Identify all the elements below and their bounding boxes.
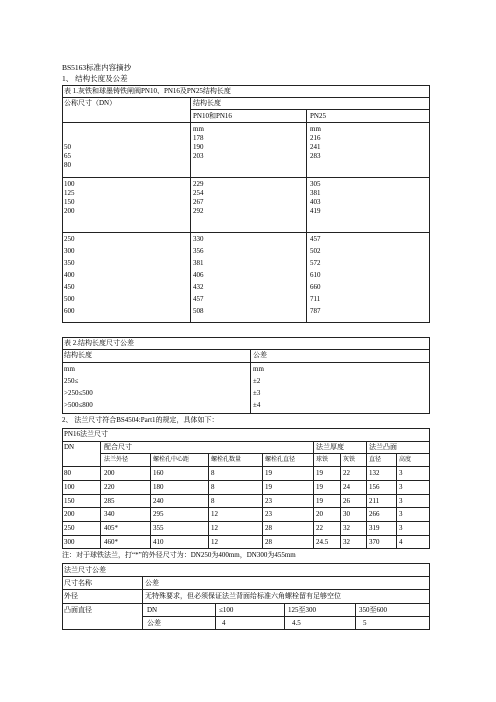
table-cell: mm xyxy=(310,125,321,133)
table-3-sub-bolt-circle: 螺栓孔中心距 xyxy=(153,457,190,463)
table-cell: 220 xyxy=(104,483,115,491)
table-cell: 355 xyxy=(153,524,164,532)
table-cell: 12 xyxy=(211,524,218,532)
table-cell: 370 xyxy=(369,538,380,546)
table-cell: 711 xyxy=(310,295,321,303)
table-cell: 200 xyxy=(64,207,75,215)
table-1-group-3-pn25 xyxy=(310,235,321,319)
table-cell: 229 xyxy=(193,180,204,188)
table-cell: 22 xyxy=(343,469,350,477)
table-cell xyxy=(64,134,71,143)
table-4-tolerance-2: 4.5 xyxy=(292,619,301,627)
table-cell: 200 xyxy=(104,469,115,477)
table-cell: 787 xyxy=(310,307,321,315)
table-cell: 432 xyxy=(193,283,204,291)
table-cell: 216 xyxy=(310,134,321,142)
table-3-sub-face-height: 高度 xyxy=(399,457,412,463)
table-1-header-dn: 公称尺寸（DN） xyxy=(64,99,117,107)
table-cell: ±2 xyxy=(253,377,261,385)
table-1-group-3-pn10 xyxy=(193,235,204,319)
table-3-header-thickness: 法兰厚度 xyxy=(316,443,344,451)
table-1-group-2-pn10 xyxy=(193,180,204,216)
table-cell: 24.5 xyxy=(316,538,329,546)
table-2-header-length: 结构长度 xyxy=(64,351,92,359)
table-cell: 12 xyxy=(211,510,218,518)
table-cell: 419 xyxy=(310,207,321,215)
table-cell: ±4 xyxy=(253,401,261,409)
table-cell: 381 xyxy=(193,259,204,267)
table-3-header-fit: 配合尺寸 xyxy=(104,443,132,451)
table-cell: 65 xyxy=(64,152,71,160)
table-cell: 32 xyxy=(343,538,350,546)
table-1-group-2-dn xyxy=(64,180,75,216)
table-3-note: 注：对于球铁法兰，打“*”的外径尺寸为：DN250为400mm，DN300为455mm xyxy=(62,551,296,559)
table-cell: 403 xyxy=(310,198,321,206)
table-cell: 8 xyxy=(211,483,215,491)
table-cell: mm xyxy=(253,365,264,373)
table-cell: 330 xyxy=(193,235,204,243)
table-cell: 400 xyxy=(64,271,75,279)
table-cell: 457 xyxy=(193,295,204,303)
table-1-group-3-dn xyxy=(64,235,75,319)
table-cell: 305 xyxy=(310,180,321,188)
table-cell: 295 xyxy=(153,510,164,518)
table-4-range-2: 125至300 xyxy=(288,606,316,614)
table-cell: 3 xyxy=(399,524,403,532)
table-cell: 283 xyxy=(310,152,321,160)
table-4-outer-label: 外径 xyxy=(64,592,78,600)
table-cell: 12 xyxy=(211,538,218,546)
table-3-sub-grey: 灰铁 xyxy=(343,457,356,463)
section-2-heading: 2、 法兰尺寸符合BS4504:Part1的规定，具体如下： xyxy=(62,416,219,424)
table-cell: 457 xyxy=(310,235,321,243)
table-2-header-tolerance: 公差 xyxy=(253,351,267,359)
table-3-caption: PN16法兰尺寸 xyxy=(64,430,108,438)
table-cell: 150 xyxy=(64,497,75,505)
table-cell: 3 xyxy=(399,497,403,505)
table-cell: 250 xyxy=(64,235,75,243)
table-cell: 160 xyxy=(153,469,164,477)
table-4-caption: 法兰尺寸公差 xyxy=(64,566,106,574)
table-cell: 19 xyxy=(316,483,323,491)
table-cell: 19 xyxy=(316,469,323,477)
table-cell: 20 xyxy=(316,510,323,518)
table-cell: 405* xyxy=(104,524,118,532)
table-cell: 211 xyxy=(369,497,380,505)
table-cell: 250 xyxy=(64,524,75,532)
table-4-header-tolerance: 公差 xyxy=(145,579,159,587)
table-3-header-raised-face: 法兰凸面 xyxy=(369,443,397,451)
table-cell: 19 xyxy=(265,469,272,477)
table-cell: 26 xyxy=(343,497,350,505)
table-cell: 100 xyxy=(64,483,75,491)
table-cell: 250≤ xyxy=(64,377,79,385)
table-cell: 254 xyxy=(193,189,204,197)
table-cell: 19 xyxy=(316,497,323,505)
table-cell: mm xyxy=(193,125,204,133)
table-4-tolerance-1: 4 xyxy=(222,619,226,627)
table-cell: 450 xyxy=(64,283,75,291)
table-4-range-3: 350至600 xyxy=(359,606,387,614)
table-3-sub-bolt-count: 螺栓孔数量 xyxy=(211,457,242,463)
table-cell: 30 xyxy=(343,510,350,518)
table-cell: 500 xyxy=(64,295,75,303)
table-cell: 319 xyxy=(369,524,380,532)
table-cell: ±3 xyxy=(253,389,261,397)
table-cell: 285 xyxy=(104,497,115,505)
table-cell: 3 xyxy=(399,469,403,477)
table-cell: 8 xyxy=(211,469,215,477)
table-cell: 508 xyxy=(193,307,204,315)
table-4-tolerance-label: 公差 xyxy=(147,619,161,627)
table-cell: 660 xyxy=(310,283,321,291)
table-cell: 190 xyxy=(193,143,204,151)
table-cell: 381 xyxy=(310,189,321,197)
table-cell: 241 xyxy=(310,143,321,151)
table-1-caption: 表 1.灰铁和球墨铸铁闸阀PN10、PN16及PN25结构长度 xyxy=(64,87,231,95)
table-cell: 3 xyxy=(399,483,403,491)
table-cell: 3 xyxy=(399,510,403,518)
table-cell: 23 xyxy=(265,510,272,518)
table-cell: 32 xyxy=(343,524,350,532)
table-cell: 50 xyxy=(64,143,71,151)
table-cell: 267 xyxy=(193,198,204,206)
table-cell: 80 xyxy=(64,469,71,477)
table-1-group-1-dn xyxy=(64,134,71,170)
table-cell: 203 xyxy=(193,152,204,160)
table-cell: 80 xyxy=(64,161,71,169)
table-cell: 8 xyxy=(211,497,215,505)
table-cell: 100 xyxy=(64,180,75,188)
table-cell: 150 xyxy=(64,198,75,206)
table-cell: 240 xyxy=(153,497,164,505)
table-cell: 24 xyxy=(343,483,350,491)
table-cell: 200 xyxy=(64,510,75,518)
section-1-heading: 1、 结构长度及公差 xyxy=(62,74,128,83)
table-cell: 572 xyxy=(310,259,321,267)
table-cell: 300 xyxy=(64,247,75,255)
table-1-header-pn10: PN10和PN16 xyxy=(193,112,232,120)
table-1-group-1-pn10 xyxy=(193,125,204,161)
table-cell: 23 xyxy=(265,497,272,505)
table-1-group-1-pn25 xyxy=(310,125,321,161)
table-cell: 340 xyxy=(104,510,115,518)
table-cell: 156 xyxy=(369,483,380,491)
table-cell: 300 xyxy=(64,538,75,546)
table-4-raised-face-label: 凸面直径 xyxy=(64,606,92,614)
table-4-dn-label: DN xyxy=(147,606,158,614)
table-cell: mm xyxy=(64,365,75,373)
table-4-range-1: ≤100 xyxy=(219,606,234,614)
table-4-tolerance-3: 5 xyxy=(363,619,367,627)
table-cell: 406 xyxy=(193,271,204,279)
table-cell: 180 xyxy=(153,483,164,491)
table-cell: >250≤500 xyxy=(64,389,93,397)
table-cell: 132 xyxy=(369,469,380,477)
table-cell: 125 xyxy=(64,189,75,197)
table-cell: 460* xyxy=(104,538,118,546)
table-cell: 356 xyxy=(193,247,204,255)
table-cell: 350 xyxy=(64,259,75,267)
table-cell: 610 xyxy=(310,271,321,279)
table-2-tolerance-column xyxy=(253,365,264,413)
table-cell: 19 xyxy=(265,483,272,491)
table-3-sub-face-diameter: 直径 xyxy=(369,457,382,463)
table-cell: 502 xyxy=(310,247,321,255)
table-cell: 410 xyxy=(153,538,164,546)
table-3-header-dn: DN xyxy=(64,443,75,451)
table-2-length-column xyxy=(64,365,93,413)
table-cell: 600 xyxy=(64,307,75,315)
table-cell: 266 xyxy=(369,510,380,518)
table-3-sub-bolt-diameter: 螺栓孔直径 xyxy=(265,457,296,463)
table-3-sub-ductile: 球铁 xyxy=(316,457,329,463)
table-1-header-pn25: PN25 xyxy=(310,112,326,120)
table-3-sub-outer-diameter: 法兰外径 xyxy=(104,457,129,463)
table-4-header-name: 尺寸名称 xyxy=(64,579,92,587)
table-2-caption: 表 2.结构长度尺寸公差 xyxy=(64,339,134,347)
table-cell: 4 xyxy=(399,538,403,546)
table-cell: 292 xyxy=(193,207,204,215)
table-1-header-length: 结构长度 xyxy=(193,99,221,107)
table-cell: >500≤800 xyxy=(64,401,93,409)
table-cell: 178 xyxy=(193,134,204,142)
table-1-group-2-pn25 xyxy=(310,180,321,216)
table-cell: 28 xyxy=(265,524,272,532)
table-4-outer-text: 无特殊要求，但必须保证法兰背面给标准六角螺栓留有足够空位 xyxy=(145,592,341,600)
table-cell: 28 xyxy=(265,538,272,546)
table-cell: 22 xyxy=(316,524,323,532)
document-title: BS5163标准内容摘抄 xyxy=(62,63,132,72)
